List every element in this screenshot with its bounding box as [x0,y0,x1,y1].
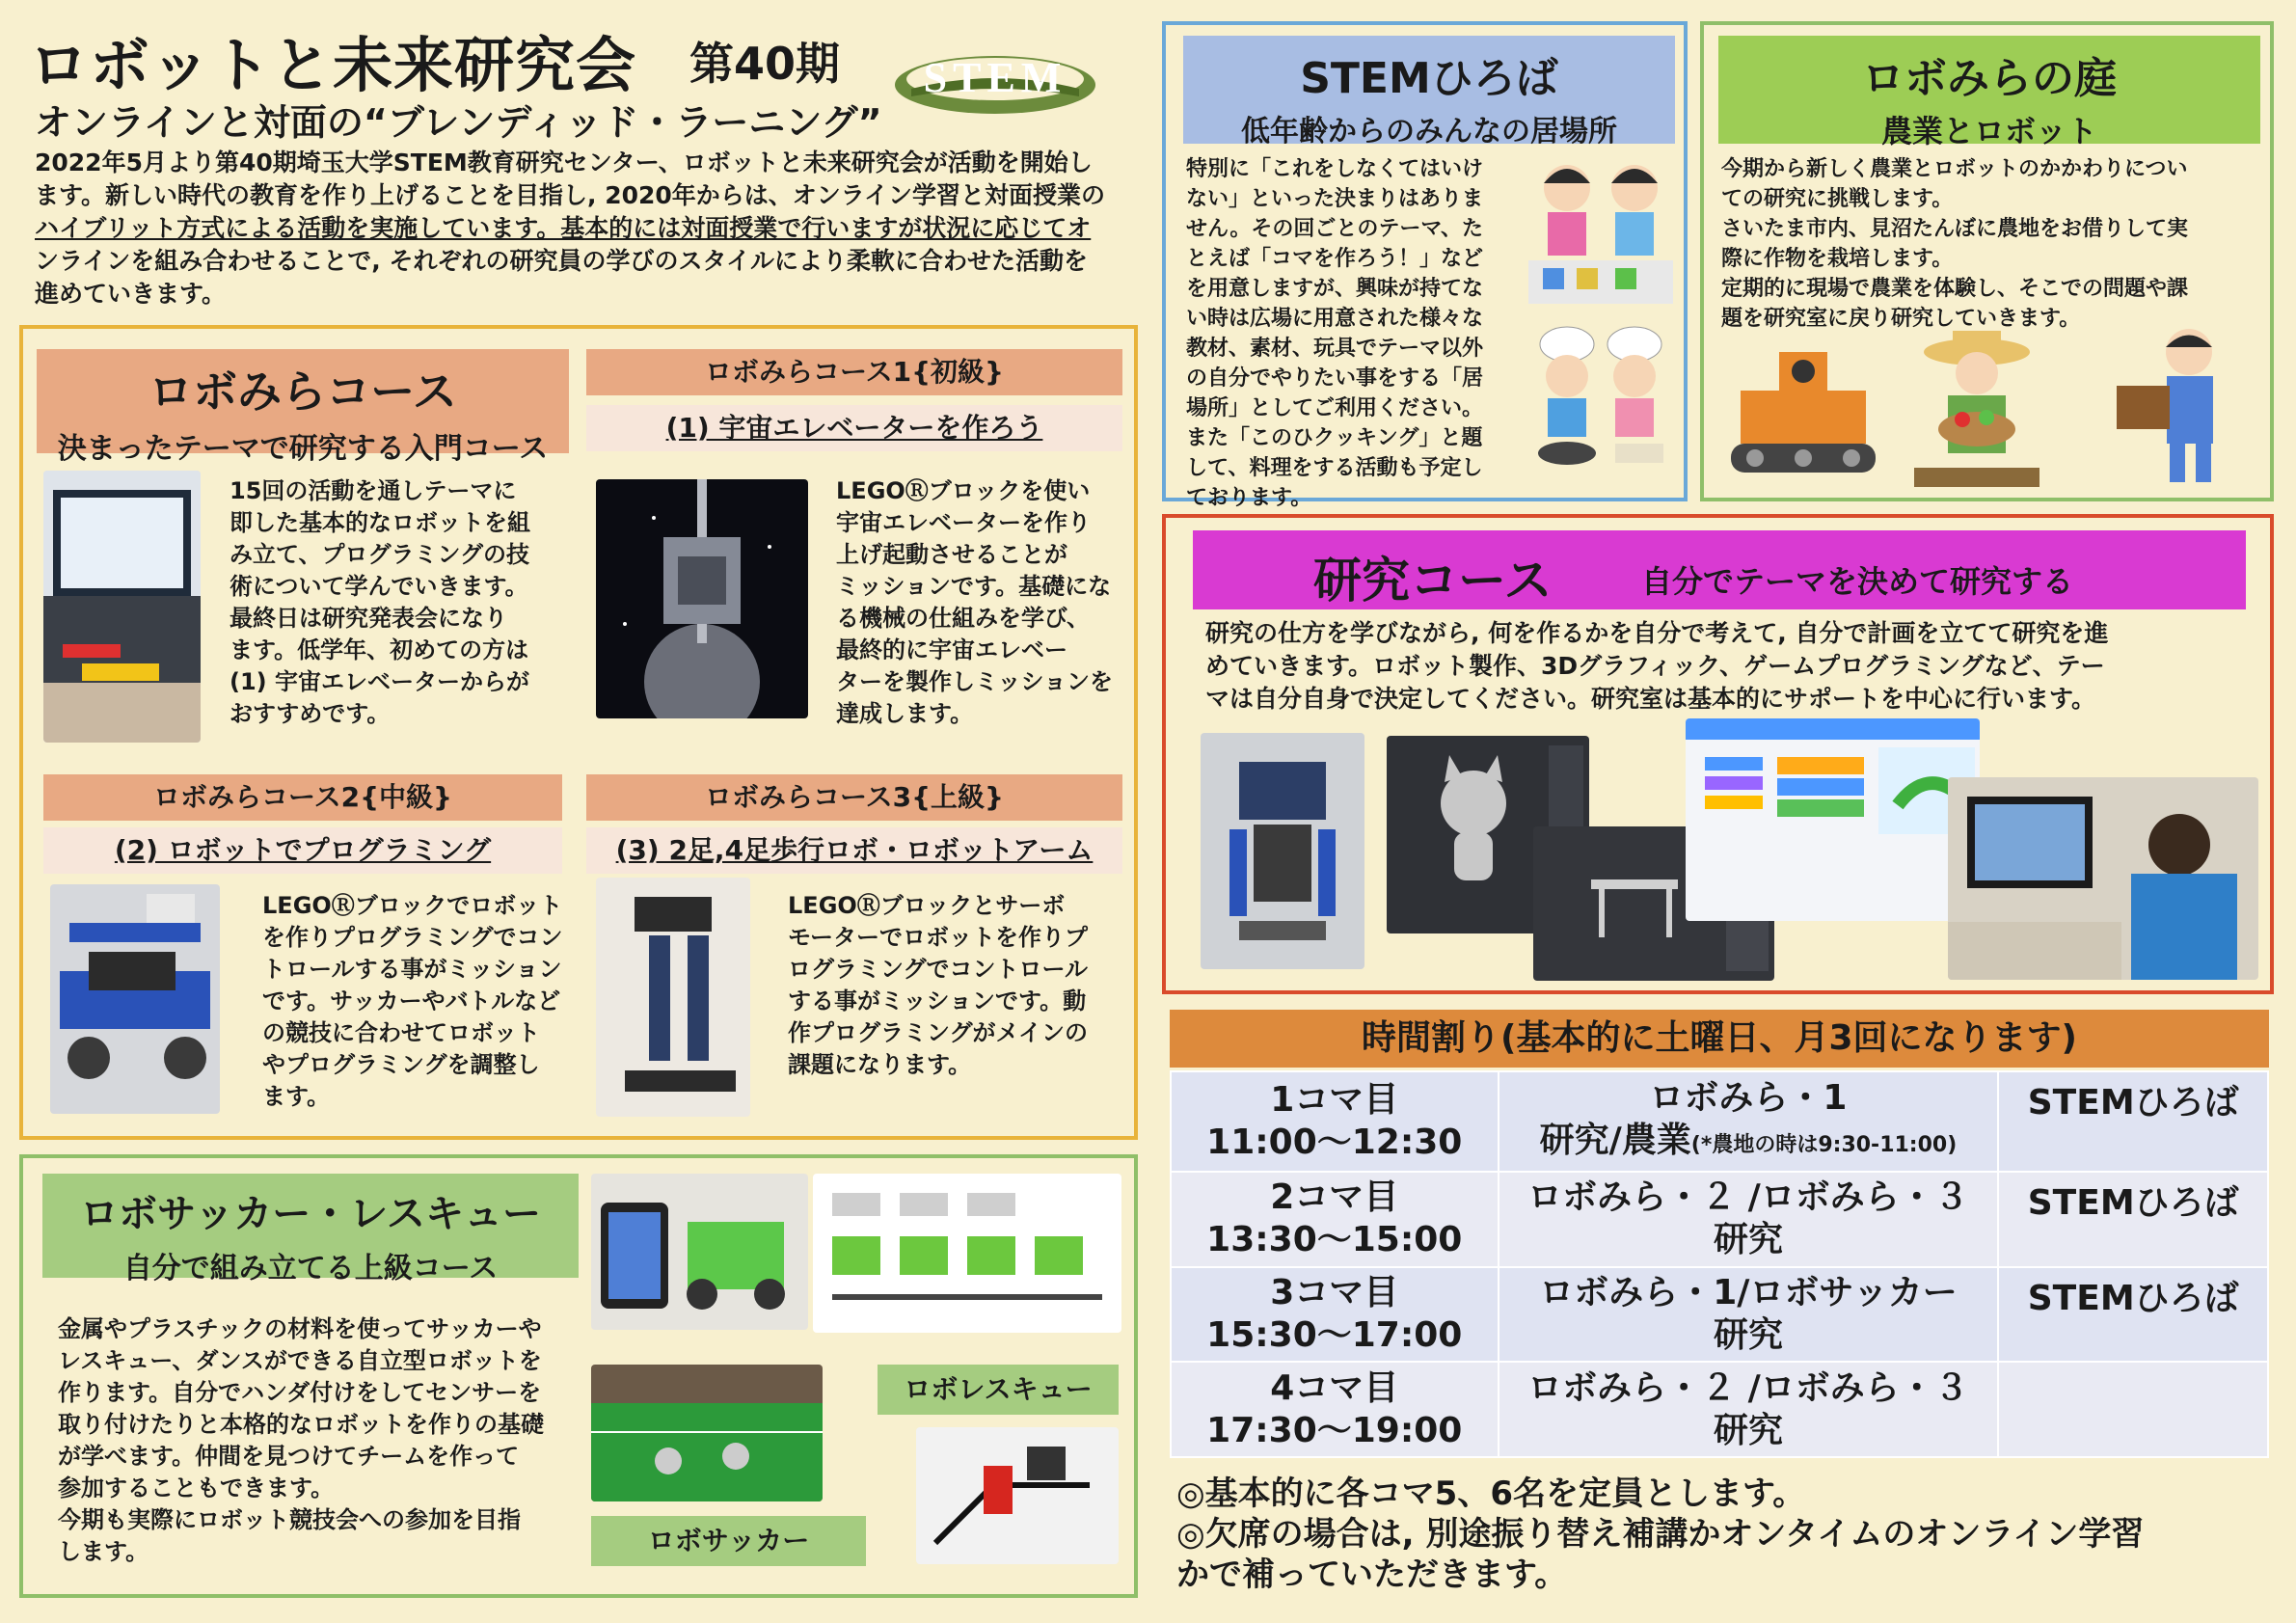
schedule-table [1170,1070,2269,1458]
course3-header: ロボみらコース3{上級} [586,774,1122,821]
course-cell: ロボみら・1 研究/農業(*農地の時は9:30-11:00) [1499,1071,1999,1172]
research-header: 研究コース 自分でテーマを決めて研究する [1193,530,2246,609]
slot-cell: 1コマ目 11:00〜12:30 [1171,1071,1499,1172]
child-computer-photo [1948,777,2258,980]
slot-cell: 2コマ目 13:30〜15:00 [1171,1172,1499,1267]
page-title: ロボットと未来研究会 [29,30,637,100]
robot-worker-illustration [2107,318,2252,487]
stem-hiroba-body: 特別に「これをしなくてはいけ ない」といった決まりはありま せん。その回ごとのテーマ、た とえば「コマを作ろう！」など を用意しますが、興味が持てな い時は広場に用意された様々な 教材、素材、玩具でテーマ以外 の自分でやりたい事をする「居 場所」としてご利用ください。 また「このひクッキング」と題 して、料理をする活動も予定し ております。 [1186,157,1484,510]
stem-hiroba-header: STEMひろば 低年齢からのみんなの居場所 [1183,36,1675,144]
course1-header: ロボみらコース1{初級} [586,349,1122,395]
robomira-header: ロボみらコース 決まったテーマで研究する入門コース [37,349,569,453]
farmer-illustration [1914,323,2039,487]
stem-logo [892,39,1099,116]
schedule-row [1171,1071,2268,1172]
course3-body: LEGOⓇブロックとサーボ モーターでロボットを作りプ ログラミングでコントロール する事がミッションです。動 作プログラミングがメインの 課題になります。 [788,892,1089,1078]
niwa-header: ロボみらの庭 農業とロボット [1718,36,2260,144]
course-cell: ロボみら・２ /ロボみら・３ 研究 [1499,1362,1999,1457]
soccer-body: 金属やプラスチックの材料を使ってサッカーや レスキュー、ダンスができる自立型ロボットを 作ります。自分でハンダ付けをしてセンサーを 取り付けたりと本格的なロボットを作りの基礎 が学べます。仲間を見つけてチームを作って 参加することもできます。 今期も実際にロボット競技会への参加を目指 します。 [58,1315,544,1565]
schedule-row [1171,1172,2268,1267]
robomira-body: 15回の活動を通しテーマに 即した基本的なロボットを組 み立て、プログラミングの技 術について学んでいきます。 最終日は研究発表会になり ます。低学年、初めての方は (1) 宇宙エレベーターからが おすすめです。 [230,477,530,727]
extra-cell [1998,1362,2268,1457]
term-label: 第40期 [689,38,841,90]
course2-body: LEGOⓇブロックでロボット を作りプログラミングでコン トロールする事がミッション です。サッカーやバトルなど の競技に合わせてロボット やプログラミングを調整し ます。 [262,892,563,1110]
tablet-robot-photo [591,1174,808,1330]
extra-cell: STEMひろば [1998,1172,2268,1267]
schedule-row [1171,1362,2268,1457]
space-elevator-photo [596,479,808,718]
scratch-screen [1686,718,1980,921]
intro-text: 2022年5月より第40期埼玉大学STEM教育研究センター、ロボットと未来研究会が活動を開始し ます。新しい時代の教育を作り上げることを目指し, 2020年からは、オンライン学習と対面授業の ハイブリット方式による活動を実施しています。基本的には対面授業で行いますが状況に応じてオ ンラインを組み合わせることで, それぞれの研究員の学びのスタイルにより柔軟に合わせた活動を 進めていきます。 [35,149,1106,308]
soccer-label: ロボサッカー [591,1516,866,1566]
course2-header: ロボみらコース2{中級} [43,774,562,821]
course-cell: ロボみら・２ /ロボみら・３ 研究 [1499,1172,1999,1267]
page-subtitle: オンラインと対面の“ブレンディッド・ラーニング” [35,101,882,144]
niwa-body: 今期から新しく農業とロボットのかかわりについ ての研究に挑戦します。 さいたま市内、見沼たんぼに農地をお借りして実 際に作物を栽培します。 定期的に現場で農業を体験し、そこでの問題や課 題を研究室に戻り研究していきます。 [1721,157,2189,331]
parts-photo [813,1174,1121,1333]
logo-text: STEM [923,54,1067,101]
course-cell: ロボみら・1/ロボサッカー 研究 [1499,1267,1999,1363]
slot-cell: 4コマ目 17:30〜19:00 [1171,1362,1499,1457]
kids-cooking-illustration [1524,323,1678,477]
laptop-photo [43,471,201,743]
course2-subtitle: (2) ロボットでプログラミング [43,827,562,874]
farm-robot-illustration [1721,333,1885,487]
course3-subtitle: (3) 2足,4足歩行ロボ・ロボットアーム [586,827,1122,874]
research-robot-photo [1201,733,1364,969]
extra-cell: STEMひろば [1998,1267,2268,1363]
lego-robot-photo [50,884,220,1114]
soccer-header: ロボサッカー・レスキュー 自分で組み立てる上級コース [42,1174,579,1278]
course1-body: LEGOⓇブロックを使い 宇宙エレベーターを作り 上げ起動させることが ミッションです。基礎にな る機械の仕組みを学び、 最終的に宇宙エレベー ターを製作しミッションを 達成します。 [836,477,1114,727]
schedule-header: 時間割り(基本的に土曜日、月3回になります) [1170,1010,2269,1068]
rescue-photo [916,1427,1119,1564]
rescue-label: ロボレスキュー [878,1365,1119,1415]
kids-playing-illustration [1524,154,1678,313]
slot-cell: 3コマ目 15:30〜17:00 [1171,1267,1499,1363]
extra-cell: STEMひろば [1998,1071,2268,1172]
course1-subtitle: (1) 宇宙エレベーターを作ろう [586,405,1122,451]
schedule-notes: ◎基本的に各コマ5、6名を定員とします。 ◎欠席の場合は, 別途振り替え補講かオンタイムのオンライン学習 かで補っていただきます。 [1176,1474,2145,1594]
schedule-row [1171,1267,2268,1363]
soccer-field-photo [591,1365,823,1501]
walking-robot-photo [596,878,750,1117]
research-body: 研究の仕方を学びながら, 何を作るかを自分で考えて, 自分で計画を立てて研究を進 めていきます。ロボット製作、3Dグラフィック、ゲームプログラミングなど、テー マは自分自身で決定してください。研究室は基本的にサポートを中心に行います。 [1205,619,2109,713]
